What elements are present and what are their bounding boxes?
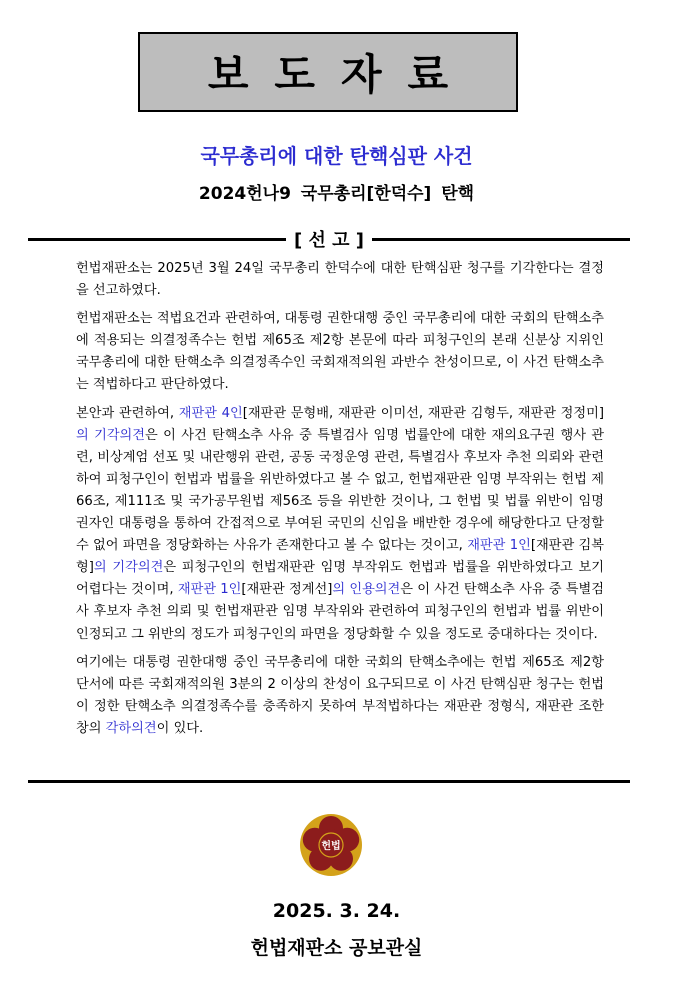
press-body xyxy=(76,258,604,746)
merits-text-4: [재판관 김복형] xyxy=(76,538,604,576)
section-label: [ 선 고 ] xyxy=(293,230,365,251)
dissent-highlight-dismissal: 각하의견 xyxy=(105,720,157,736)
merits-highlight-dismissal-opinion-2: 의 기각의견 xyxy=(93,560,164,576)
paragraph-decision: 헌법재판소는 2025년 3월 24일 국무총리 한덕수에 대한 탄핵심판 청구를 기각한다는 결정을 선고하였다. xyxy=(76,261,604,299)
case-number: 2024헌나9 국무총리[한덕수] 탄핵 xyxy=(198,184,475,204)
dissent-text-2: 이 있다. xyxy=(156,720,204,736)
press-release-header xyxy=(138,32,518,112)
merits-highlight-4-justices: 재판관 4인 xyxy=(178,405,243,421)
merits-highlight-upholding-opinion: 의 인용의견 xyxy=(332,582,401,598)
case-title: 국무총리에 대한 탄핵심판 사건 xyxy=(200,144,473,168)
paragraph-dissent xyxy=(76,652,604,740)
paragraph-admissibility: 헌법재판소는 적법요건과 관련하여, 대통령 권한대행 중인 국무총리에 대한 국회의 탄핵소추에 적용되는 의결정족수는 헌법 제65조 제2항 본문에 따라 피청구인의 본래 신분상 지위인 국무총리에 대한 탄핵소추 의결정족수인 국회재적의원 과반수 찬성이므로, 이 사건 탄핵소추는 적법하다고 판단하였다. xyxy=(76,311,604,393)
merits-text-2: [재판관 문형배, 재판관 이미선, 재판관 김형두, 재판관 정정미] xyxy=(242,405,604,421)
press-release-title: 보도자료 xyxy=(207,50,475,99)
separator-line-left xyxy=(28,238,286,241)
merits-highlight-1-justice-a: 재판관 1인 xyxy=(467,538,531,554)
merits-text-3: 은 이 사건 탄핵소추 사유 중 특별검사 임명 법률안에 대한 재의요구권 행사 관련, 비상계엄 선포 및 내란행위 관련, 공동 국정운영 관련, 특별검사 후보자 추천 의뢰와 관련하여 피청구인이 헌법과 법률을 위반하였다고 볼 수 없고, 헌법재판관 임명 부작위는 헌법 제66조, 제111조 및 국가공무원법 제56조 등을 위반한 것이나, 그 헌법 및 법률 위반이 임명권자인 대통령을 통하여 간접적으로 부여된 국민의 신임을 배반한 경우에 해당한다고 단정할 수 없어 파면을 정당화하는 사유가 존재한다고 볼 수 없다는 것이고, xyxy=(76,427,605,554)
bottom-divider xyxy=(28,780,630,783)
section-separator xyxy=(28,226,630,252)
constitutional-court-emblem-icon xyxy=(296,810,366,880)
merits-text-6: [재판관 정계선] xyxy=(241,582,333,598)
release-date: 2025. 3. 24. xyxy=(272,900,401,922)
emblem-label: 헌법 xyxy=(321,841,341,852)
separator-line-right xyxy=(372,238,630,241)
issuing-office: 헌법재판소 공보관실 xyxy=(250,937,423,959)
paragraph-merits xyxy=(76,403,604,646)
merits-highlight-dismissal-opinion: 의 기각의견 xyxy=(76,427,146,443)
merits-highlight-1-justice-b: 재판관 1인 xyxy=(177,582,242,598)
merits-text-7: 은 이 사건 탄핵소추 사유 중 특별검사 후보자 추천 의뢰 및 헌법재판관 임명 부작위와 관련하여 피청구인의 헌법과 법률 위반이 인정되고 그 위반의 정도가 피청구인의 파면을 정당화할 수 있을 정도로 중대하다는 것이다. xyxy=(76,582,605,642)
merits-text-5: 은 피청구인의 헌법재판관 임명 부작위도 헌법과 법률을 위반하였다고 보기 어렵다는 것이며, xyxy=(76,560,604,598)
dissent-text-1: 여기에는 대통령 권한대행 중인 국무총리에 대한 국회의 탄핵소추에는 헌법 제65조 제2항 단서에 따른 국회재적의원 3분의 2 이상의 찬성이 요구되므로 이 사건 탄핵심판 청구는 헌법이 정한 탄핵소추 의결정족수를 충족하지 못하여 부적법하다는 재판관 정형식, 재판관 조한창의 xyxy=(76,654,604,736)
merits-text-1: 본안과 관련하여, xyxy=(76,405,179,421)
